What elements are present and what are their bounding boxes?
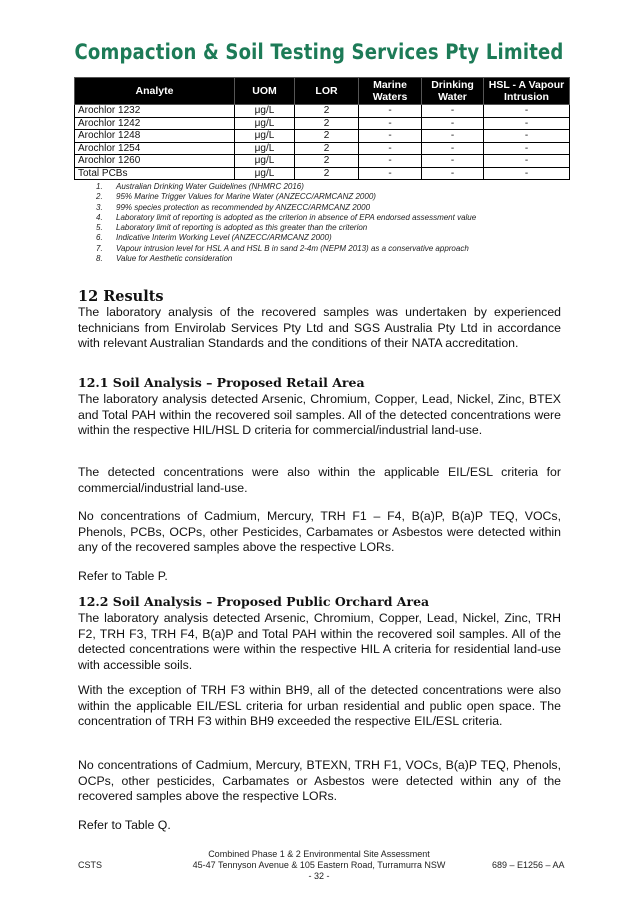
note-number: 3.: [96, 202, 103, 212]
table-cell: μg/L: [235, 142, 295, 155]
table-cell: -: [359, 155, 422, 168]
orchard-refer-table: Refer to Table Q.: [78, 818, 171, 832]
note-number: 5.: [96, 223, 103, 233]
table-cell: -: [422, 167, 484, 180]
note-item: [96, 213, 566, 223]
page-number: - 32 -: [308, 871, 330, 881]
table-row: [75, 117, 570, 130]
footer-address: 45-47 Tennyson Avenue & 105 Eastern Road, Turramurra NSW: [192, 860, 446, 870]
table-cell: 2: [295, 155, 359, 168]
footer-center: [160, 849, 478, 882]
table-cell: -: [422, 130, 484, 143]
table-cell: Total PCBs: [75, 167, 235, 180]
note-item: [96, 192, 566, 202]
table-cell: 2: [295, 130, 359, 143]
table-cell: -: [484, 155, 570, 168]
table-cell: -: [359, 167, 422, 180]
note-number: 8.: [96, 254, 103, 264]
note-text: Vapour intrusion level for HSL A and HSL B in sand 2-4m (NEPM 2013) as a conservative approach: [116, 243, 469, 253]
table-cell: -: [422, 117, 484, 130]
table-cell: -: [484, 142, 570, 155]
note-text: Laboratory limit of reporting is adopted as this greater than the criterion: [116, 223, 368, 233]
table-cell: Arochlor 1242: [75, 117, 235, 130]
column-header: Marine Waters: [359, 78, 422, 105]
note-number: 7.: [96, 243, 103, 253]
table-row: [75, 105, 570, 118]
table-row: [75, 167, 570, 180]
note-text: Indicative Interim Working Level (ANZECC/ARMCANZ 2000): [116, 233, 332, 243]
table-cell: μg/L: [235, 130, 295, 143]
table-cell: μg/L: [235, 105, 295, 118]
table-cell: 2: [295, 167, 359, 180]
footer-reference: 689 – E1256 – AA: [492, 860, 565, 870]
table-cell: μg/L: [235, 167, 295, 180]
table-cell: -: [422, 155, 484, 168]
table-cell: -: [484, 167, 570, 180]
retail-paragraph-1: The laboratory analysis detected Arsenic, Chromium, Copper, Lead, Nickel, Zinc, BTEX and Total PAH within the recovered soil samples. All of the detected concentrations were within the respective HIL/HSL D criteria for commercial/industrial land-use.: [78, 392, 561, 438]
column-header: Analyte: [75, 78, 235, 105]
table-cell: -: [484, 130, 570, 143]
pcb-criteria-table: [74, 77, 570, 180]
note-number: 1.: [96, 182, 103, 191]
orchard-paragraph-1: The laboratory analysis detected Arsenic, Chromium, Copper, Lead, Nickel, Zinc, TRH F2, TRH F3, TRH F4, B(a)P and Total PAH within the recovered soil samples. All of the detected concentrations were within the respective HIL A criteria for residential land-use with accessible soils.: [78, 611, 561, 672]
table-cell: Arochlor 1248: [75, 130, 235, 143]
table-row: [75, 130, 570, 143]
note-text: Laboratory limit of reporting is adopted as the criterion in absence of EPA endorsed assessment value: [116, 212, 477, 222]
table-cell: Arochlor 1232: [75, 105, 235, 118]
table-cell: μg/L: [235, 155, 295, 168]
column-header: UOM: [235, 78, 295, 105]
note-number: 4.: [96, 212, 103, 222]
retail-paragraph-2: The detected concentrations were also within the applicable EIL/ESL criteria for commercial/industrial land-use.: [78, 465, 561, 495]
column-header: LOR: [295, 78, 359, 105]
table-cell: Arochlor 1260: [75, 155, 235, 168]
table-cell: μg/L: [235, 117, 295, 130]
note-number: 2.: [96, 192, 103, 202]
table-row: [75, 142, 570, 155]
column-header: HSL - A Vapour Intrusion: [484, 78, 570, 105]
table-header-row: [75, 78, 570, 105]
retail-refer-table: Refer to Table P.: [78, 569, 168, 583]
note-item: [96, 244, 566, 254]
retail-paragraph-3: No concentrations of Cadmium, Mercury, TRH F1 – F4, B(a)P, B(a)P TEQ, VOCs, Phenols, PCBs, OCPs, other Pesticides, Carbamates or Asbestos were detected within any of the recovered samples above the respective LORs.: [78, 509, 561, 555]
table-cell: -: [422, 142, 484, 155]
table-cell: -: [484, 105, 570, 118]
table-cell: Arochlor 1254: [75, 142, 235, 155]
footer-document-title: Combined Phase 1 & 2 Environmental Site Assessment: [208, 849, 430, 859]
table-cell: 2: [295, 117, 359, 130]
note-text: Australian Drinking Water Guidelines (NHMRC 2016): [116, 182, 304, 191]
table-cell: 2: [295, 105, 359, 118]
table-cell: -: [359, 142, 422, 155]
column-header: Drinking Water: [422, 78, 484, 105]
note-item: [96, 233, 566, 243]
table-cell: -: [359, 105, 422, 118]
retail-area-heading: 12.1 Soil Analysis – Proposed Retail Area: [78, 375, 365, 390]
company-name: Compaction & Soil Testing Services Pty Limited: [74, 40, 564, 64]
table-cell: -: [422, 105, 484, 118]
note-item: [96, 223, 566, 233]
table-cell: -: [484, 117, 570, 130]
note-item: [96, 254, 566, 264]
note-text: 99% species protection as recommended by ANZECC/ARMCANZ 2000: [116, 202, 371, 212]
orchard-paragraph-3: No concentrations of Cadmium, Mercury, BTEXN, TRH F1, VOCs, B(a)P TEQ, Phenols, OCPs, other pesticides, Carbamates or Asbestos were detected within any of the recovered samples above the respective LORs.: [78, 758, 561, 804]
table-row: [75, 155, 570, 168]
table-cell: 2: [295, 142, 359, 155]
note-item: [96, 203, 566, 213]
results-heading: 12 Results: [78, 288, 164, 305]
note-text: Value for Aesthetic consideration: [116, 254, 233, 264]
table-cell: -: [359, 130, 422, 143]
note-item: [96, 182, 566, 192]
orchard-paragraph-2: With the exception of TRH F3 within BH9, all of the detected concentrations were also within the applicable EIL/ESL criteria for urban residential and public open space. The concentration of TRH F3 within BH9 exceeded the respective EIL/ESL criteria.: [78, 683, 561, 729]
note-text: 95% Marine Trigger Values for Marine Water (ANZECC/ARMCANZ 2000): [116, 192, 376, 202]
footer-left: CSTS: [78, 860, 103, 870]
table-notes: [96, 182, 566, 264]
table-cell: -: [359, 117, 422, 130]
note-number: 6.: [96, 233, 103, 243]
orchard-area-heading: 12.2 Soil Analysis – Proposed Public Orchard Area: [78, 594, 430, 609]
results-intro-paragraph: The laboratory analysis of the recovered samples was undertaken by experienced technicians from Envirolab Services Pty Ltd and SGS Australia Pty Ltd in accordance with relevant Australian Standards and the conditions of their NATA accreditation.: [78, 305, 561, 351]
